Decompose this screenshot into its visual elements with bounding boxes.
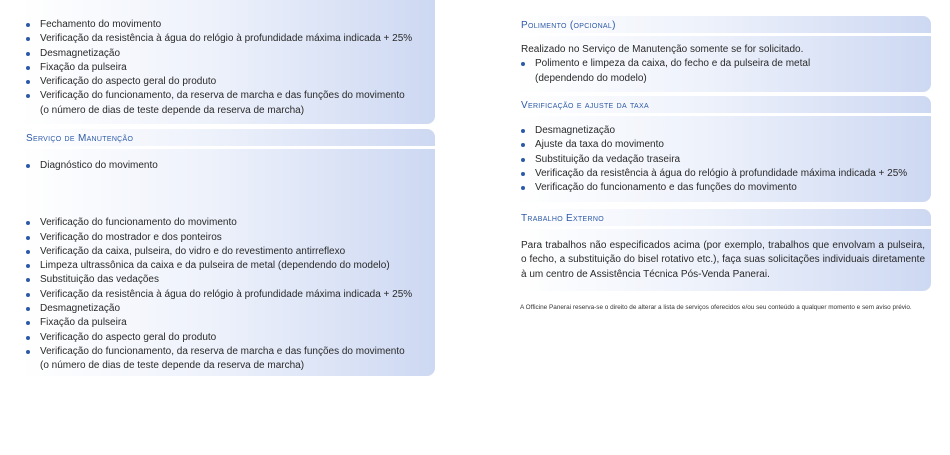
external-work-panel (515, 229, 931, 291)
external-work-text: Para trabalhos não especificados acima (por exemplo, trabalhos que envolvam a pulseira, o fecho, a substituição do bisel rotativo etc.), faça suas solicitações individuais diretamente à um centro de Assistência Técnica Pós-Venda Panerai. (521, 240, 925, 280)
list-item: Fixação da pulseira (20, 316, 435, 330)
rate-check-list (515, 124, 931, 195)
list-item: Desmagnetização (515, 124, 931, 138)
list-item: Polimento e limpeza da caixa, do fecho e da pulseira de metal (dependendo do modelo) (515, 57, 925, 86)
polishing-section (515, 16, 931, 92)
polishing-panel (515, 36, 931, 92)
list-item: Limpeza ultrassônica da caixa e da pulseira de metal (dependendo do modelo) (20, 259, 435, 273)
service-panel (20, 149, 435, 376)
list-item: Verificação do funcionamento, da reserva de marcha e das funções do movimento (o número de dias de teste depende da reserva de marcha) (20, 345, 435, 374)
service-section (20, 129, 435, 376)
list-item: Verificação da resistência à água do relógio à profundidade máxima indicada + 25% (20, 288, 435, 302)
list-item: Verificação da resistência à água do relógio à profundidade máxima indicada + 25% (20, 32, 435, 46)
list-item: Verificação do aspecto geral do produto (20, 75, 435, 89)
section-title: Verificação e ajuste da taxa (515, 96, 931, 116)
service-list (20, 216, 435, 373)
list-item: Verificação do funcionamento do movimento (20, 216, 435, 230)
section-title: Serviço de Manutenção (20, 129, 435, 149)
polishing-intro: Realizado no Serviço de Manutenção somente se for solicitado. (521, 44, 804, 55)
list-item: Fechamento do movimento (20, 18, 435, 32)
footnote: A Officine Panerai reserva-se o direito de alterar a lista de serviços oferecidos e/ou seu conteúdo a qualquer momento e sem aviso prévio. (520, 304, 912, 311)
list-item: Fixação da pulseira (20, 61, 435, 75)
section-title: Polimento (opcional) (515, 16, 931, 36)
list-item: Verificação do aspecto geral do produto (20, 331, 435, 345)
left-column (20, 0, 435, 372)
list-item: Desmagnetização (20, 47, 435, 61)
section-title: Trabalho Externo (515, 209, 931, 229)
list-item: Substituição das vedações (20, 273, 435, 287)
list-item: Verificação do funcionamento e das funções do movimento (515, 181, 931, 195)
rate-check-section (515, 96, 931, 202)
list-item: Ajuste da taxa do movimento (515, 138, 931, 152)
list-item: Desmagnetização (20, 302, 435, 316)
service-diagnosis-list (20, 159, 435, 173)
list-item: Verificação do funcionamento, da reserva de marcha e das funções do movimento (o número de dias de teste depende da reserva de marcha) (20, 89, 435, 118)
list-item: Verificação da caixa, pulseira, do vidro e do revestimento antirreflexo (20, 245, 435, 259)
list-item: Verificação da resistência à água do relógio à profundidade máxima indicada + 25% (515, 167, 931, 181)
external-work-section (515, 209, 931, 291)
continued-service-panel (20, 0, 435, 124)
list-item: Verificação do mostrador e dos ponteiros (20, 231, 435, 245)
polishing-list (515, 57, 925, 86)
continued-service-list (20, 18, 435, 118)
rate-check-panel (515, 116, 931, 202)
list-item: Substituição da vedação traseira (515, 153, 931, 167)
list-item: Diagnóstico do movimento (20, 159, 435, 173)
